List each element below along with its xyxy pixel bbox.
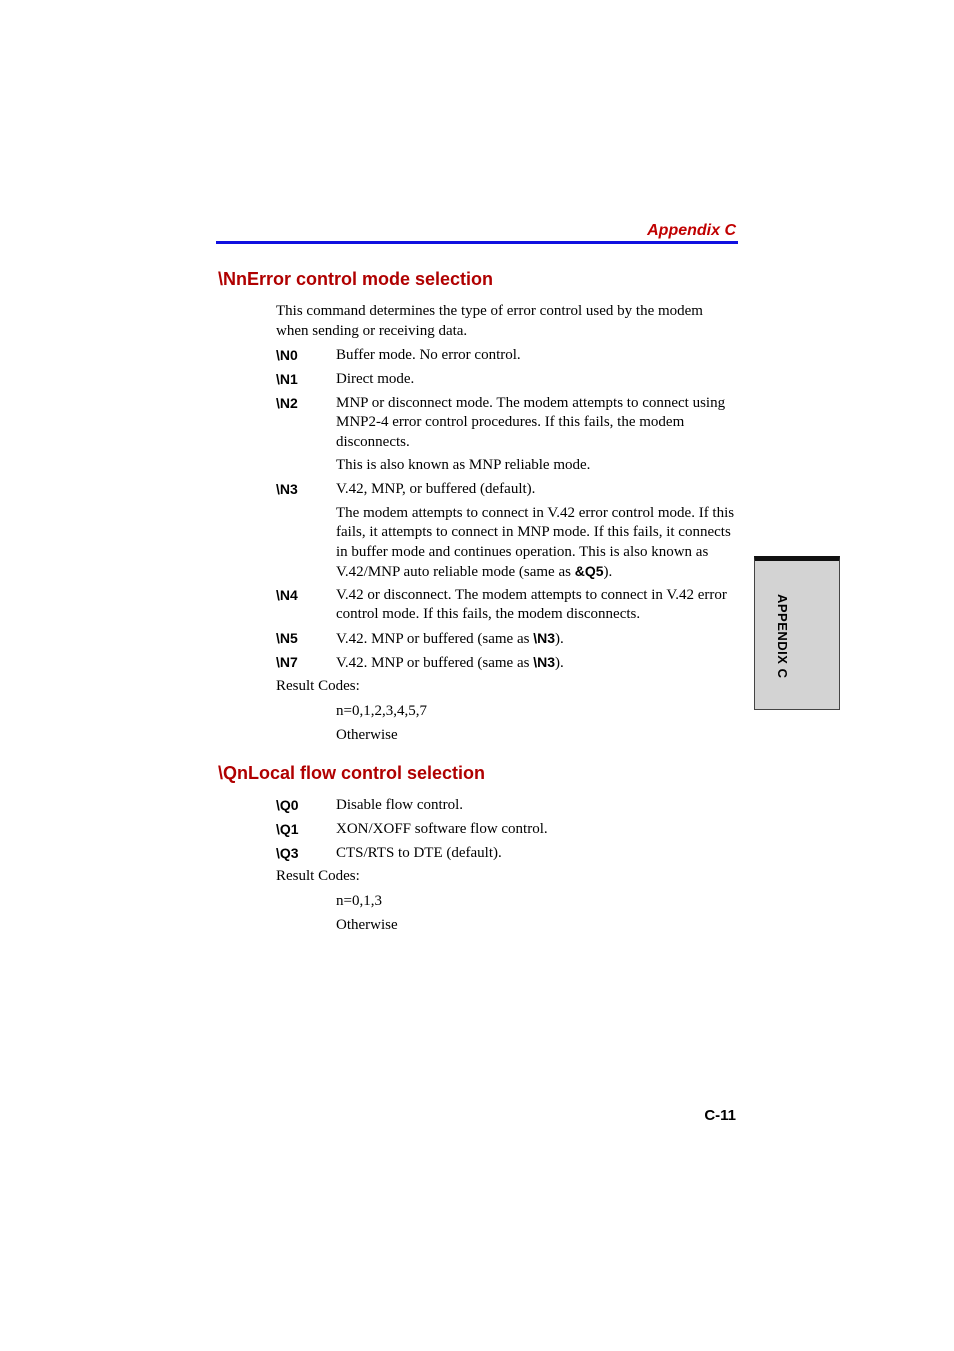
note-text-post: ). [603,563,613,580]
command-code: \Q0 [276,797,299,813]
desc-bold: \N3 [533,630,555,646]
result-code-value: n=0,1,2,3,4,5,7 [336,703,427,719]
command-description: Buffer mode. No error control. [336,347,521,363]
note-text-pre: The modem attempts to connect in V.42 error control mode. If this fails, it attempts to connect in MNP mode. If this fails, it connects in buffer mode and continues operation. This is also known as V.42/MNP auto reliable mode (same as [336,505,735,580]
result-code-value: Otherwise [336,917,398,933]
page-number: C-11 [704,1107,736,1124]
command-code: \N7 [276,654,298,670]
running-header-title: Appendix C [647,222,736,239]
command-row [276,370,738,389]
desc-pre: V.42. MNP or buffered (same as [336,655,534,671]
command-description: V.42, MNP, or buffered (default). [336,481,536,497]
command-row [276,820,738,839]
command-code: \N0 [276,347,298,363]
command-description: MNP or disconnect mode. The modem attempts to connect using MNP2-4 error control procedures. If this fails, the modem disconnects. [336,395,726,450]
section-intro: This command determines the type of error control used by the modem when sending or receiving data. [276,303,703,339]
note-text-bold: &Q5 [574,562,604,579]
command-code: \Q1 [276,821,299,837]
command-row [276,480,738,499]
command-note [276,504,738,582]
command-description: V.42 or disconnect. The modem attempts to connect in V.42 error control mode. If this fails, the modem disconnects. [336,587,727,623]
side-tab-label: APPENDIX C [775,594,790,679]
section-heading-error-control: \NnError control mode selection [218,269,494,289]
desc-post: ). [555,631,564,647]
command-description: Disable flow control. [336,797,464,813]
desc-bold: \N3 [533,654,555,670]
command-note-text [336,504,738,582]
result-codes-label: Result Codes: [276,678,360,694]
command-code: \N3 [276,481,298,497]
section-heading-flow-control: \QnLocal flow control selection [218,763,486,783]
command-row [276,653,738,673]
result-codes-label: Result Codes: [276,868,360,884]
command-code: \Q3 [276,845,299,861]
command-row [276,586,738,625]
command-row [276,844,738,863]
command-code: \N2 [276,395,298,411]
desc-pre: V.42. MNP or buffered (same as [336,631,534,647]
result-code-value: Otherwise [336,727,398,743]
command-note [276,456,738,475]
command-row [276,394,738,452]
command-row [276,796,738,815]
command-row [276,629,738,649]
desc-post: ). [555,655,564,671]
command-code: \N1 [276,371,298,387]
command-description: XON/XOFF software flow control. [336,821,548,837]
command-description [336,629,738,649]
header-rule [216,241,738,244]
result-code-value: n=0,1,3 [336,893,382,909]
command-description: CTS/RTS to DTE (default). [336,845,502,861]
command-description: Direct mode. [336,371,415,387]
command-code: \N5 [276,630,298,646]
command-note-text: This is also known as MNP reliable mode. [336,457,591,473]
command-description [336,653,738,673]
command-row [276,346,738,365]
appendix-side-tab [754,556,840,710]
command-code: \N4 [276,587,298,603]
